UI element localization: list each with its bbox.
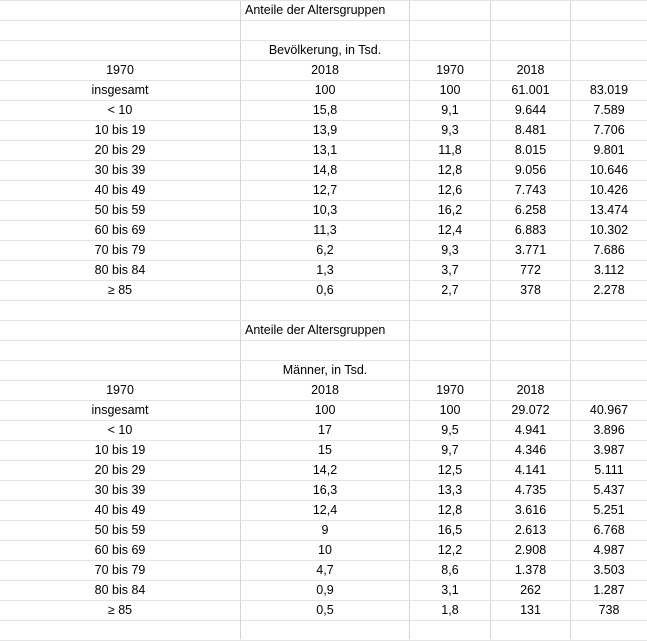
table-cell[interactable]: 9 <box>321 523 329 537</box>
row-label[interactable]: 40 bis 49 <box>94 503 146 517</box>
table-cell[interactable]: 10.646 <box>589 163 629 177</box>
table-cell[interactable]: 262 <box>520 583 541 597</box>
table-cell[interactable]: 131 <box>520 603 541 617</box>
table-cell[interactable]: 9,3 <box>441 123 459 137</box>
table-cell[interactable]: 7.589 <box>593 103 625 117</box>
table-cell[interactable]: 0,5 <box>316 603 334 617</box>
table-cell[interactable]: 4,7 <box>316 563 334 577</box>
row-label[interactable]: < 10 <box>107 103 133 117</box>
row-divider <box>0 620 647 621</box>
table-cell[interactable]: 40.967 <box>589 403 629 417</box>
table-cell[interactable]: 7.706 <box>593 123 625 137</box>
table-cell[interactable]: 5.251 <box>593 503 625 517</box>
row-label[interactable]: 70 bis 79 <box>94 563 146 577</box>
row-label[interactable]: 30 bis 39 <box>94 163 146 177</box>
table-cell[interactable]: 5.437 <box>593 483 625 497</box>
row-label[interactable]: 10 bis 19 <box>94 443 146 457</box>
row-label[interactable]: 20 bis 29 <box>94 463 146 477</box>
table-cell[interactable]: 29.072 <box>511 403 550 417</box>
table-cell[interactable]: 0,6 <box>316 283 334 297</box>
column-header[interactable]: 1970 <box>106 63 134 77</box>
table-cell[interactable]: 2.613 <box>514 523 547 537</box>
table-cell[interactable]: 14,8 <box>312 163 338 177</box>
column-header[interactable]: 1970 <box>106 383 134 397</box>
column-header[interactable] <box>571 380 647 400</box>
table-cell[interactable]: 1,8 <box>441 603 459 617</box>
table-cell[interactable]: 2,7 <box>441 283 459 297</box>
row-divider <box>0 340 647 341</box>
table-cell[interactable]: 6.258 <box>514 203 547 217</box>
table-cell[interactable]: 12,6 <box>437 183 463 197</box>
row-label[interactable]: 70 bis 79 <box>94 243 146 257</box>
table-cell[interactable]: 17 <box>318 423 332 437</box>
table-cell[interactable]: 15,8 <box>312 103 338 117</box>
table-cell[interactable]: 9.056 <box>514 163 547 177</box>
table-cell[interactable]: 8.015 <box>514 143 547 157</box>
table-cell[interactable]: 7.686 <box>593 243 625 257</box>
row-label[interactable]: 80 bis 84 <box>94 583 146 597</box>
row-label[interactable]: 50 bis 59 <box>94 523 146 537</box>
table-cell[interactable]: 738 <box>598 603 620 617</box>
table-cell[interactable]: 9.801 <box>593 143 625 157</box>
table-cell[interactable]: 1.287 <box>593 583 625 597</box>
row-label[interactable]: 10 bis 19 <box>94 123 146 137</box>
row-label[interactable]: 60 bis 69 <box>94 543 146 557</box>
table-cell[interactable]: 12,8 <box>437 163 463 177</box>
table-cell[interactable]: 12,4 <box>437 223 463 237</box>
table-cell[interactable]: 100 <box>439 403 461 417</box>
table-cell[interactable]: 16,5 <box>437 523 463 537</box>
table-cell[interactable]: 2.908 <box>514 543 547 557</box>
row-divider <box>0 20 647 21</box>
table-cell[interactable]: 9,7 <box>441 443 459 457</box>
table-cell[interactable]: 2.278 <box>593 283 625 297</box>
table-cell[interactable]: 3.503 <box>593 563 625 577</box>
table-cell[interactable]: 378 <box>520 283 541 297</box>
table-cell[interactable]: 13,3 <box>437 483 463 497</box>
table-cell[interactable]: 9,3 <box>441 243 459 257</box>
table-cell[interactable]: 100 <box>314 83 336 97</box>
table-cell[interactable]: 11,8 <box>438 143 462 157</box>
table-cell[interactable]: 14,2 <box>312 463 338 477</box>
table-cell[interactable]: 7.743 <box>514 183 547 197</box>
section-subtitle[interactable]: Bevölkerung, in Tsd. <box>268 43 382 57</box>
row-label[interactable]: ≥ 85 <box>107 283 133 297</box>
table-cell[interactable]: 10.302 <box>589 223 629 237</box>
row-divider <box>0 300 647 301</box>
table-cell[interactable]: 100 <box>314 403 336 417</box>
table-cell[interactable]: 16,3 <box>312 483 338 497</box>
table-cell[interactable]: 6.768 <box>593 523 625 537</box>
column-header[interactable]: 2018 <box>311 383 339 397</box>
table-cell[interactable]: 4.987 <box>593 543 625 557</box>
table-cell[interactable]: 12,7 <box>312 183 338 197</box>
column-header[interactable]: 1970 <box>436 63 464 77</box>
row-label[interactable]: 40 bis 49 <box>94 183 146 197</box>
row-label[interactable]: insgesamt <box>91 83 149 97</box>
table-cell[interactable]: 10.426 <box>589 183 629 197</box>
table-cell[interactable]: 12,4 <box>312 503 338 517</box>
section-title[interactable]: Anteile der Altersgruppen <box>245 323 386 337</box>
table-cell[interactable]: 12,8 <box>437 503 463 517</box>
table-cell[interactable]: 11,3 <box>313 223 337 237</box>
table-cell[interactable]: 772 <box>520 263 541 277</box>
table-cell[interactable]: 3.987 <box>593 443 625 457</box>
table-cell[interactable]: 100 <box>439 83 461 97</box>
table-cell[interactable]: 13,1 <box>312 143 338 157</box>
table-cell[interactable]: 3.112 <box>593 263 625 277</box>
table-cell[interactable]: 10 <box>318 543 332 557</box>
row-label[interactable]: 30 bis 39 <box>94 483 146 497</box>
table-cell[interactable]: 13,9 <box>312 123 338 137</box>
table-cell[interactable]: 5.111 <box>594 463 624 477</box>
column-header[interactable]: 2018 <box>311 63 339 77</box>
table-cell[interactable]: 4.735 <box>514 483 547 497</box>
table-cell[interactable]: 12,5 <box>437 463 463 477</box>
column-header[interactable]: 1970 <box>436 383 464 397</box>
table-cell[interactable]: 6.883 <box>514 223 547 237</box>
table-cell[interactable]: 0,9 <box>316 583 334 597</box>
row-label[interactable]: 60 bis 69 <box>94 223 146 237</box>
table-cell[interactable]: 12,2 <box>437 543 463 557</box>
table-cell[interactable]: 3.616 <box>514 503 547 517</box>
table-cell[interactable]: 4.941 <box>514 423 547 437</box>
column-header[interactable]: 2018 <box>516 383 545 397</box>
table-cell[interactable]: 9.644 <box>514 103 547 117</box>
table-cell[interactable]: 16,2 <box>437 203 463 217</box>
table-cell[interactable]: 9,1 <box>441 103 459 117</box>
table-cell[interactable]: 1,3 <box>316 263 334 277</box>
table-cell[interactable]: 9,5 <box>441 423 459 437</box>
table-cell[interactable]: 15 <box>318 443 332 457</box>
table-cell[interactable]: 4.141 <box>514 463 547 477</box>
table-cell[interactable]: 4.346 <box>514 443 547 457</box>
section-title[interactable]: Anteile der Altersgruppen <box>245 3 386 17</box>
row-label[interactable]: < 10 <box>107 423 133 437</box>
column-header[interactable]: 2018 <box>516 63 545 77</box>
table-cell[interactable]: 10,3 <box>312 203 338 217</box>
column-header[interactable] <box>571 60 647 80</box>
table-cell[interactable]: 1.378 <box>514 563 547 577</box>
table-cell[interactable]: 61.001 <box>511 83 550 97</box>
table-cell[interactable]: 13.474 <box>589 203 629 217</box>
table-cell[interactable]: 3,7 <box>441 263 459 277</box>
table-cell[interactable]: 8.481 <box>514 123 547 137</box>
table-cell[interactable]: 83.019 <box>589 83 629 97</box>
row-label[interactable]: insgesamt <box>91 403 149 417</box>
row-label[interactable]: 20 bis 29 <box>94 143 146 157</box>
table-cell[interactable]: 6,2 <box>316 243 334 257</box>
table-cell[interactable]: 3,1 <box>441 583 459 597</box>
table-cell[interactable]: 3.896 <box>593 423 625 437</box>
table-cell[interactable]: 8,6 <box>441 563 459 577</box>
row-label[interactable]: 80 bis 84 <box>94 263 146 277</box>
table-cell[interactable]: 3.771 <box>514 243 547 257</box>
row-label[interactable]: ≥ 85 <box>107 603 133 617</box>
section-subtitle[interactable]: Männer, in Tsd. <box>282 363 368 377</box>
row-label[interactable]: 50 bis 59 <box>94 203 146 217</box>
